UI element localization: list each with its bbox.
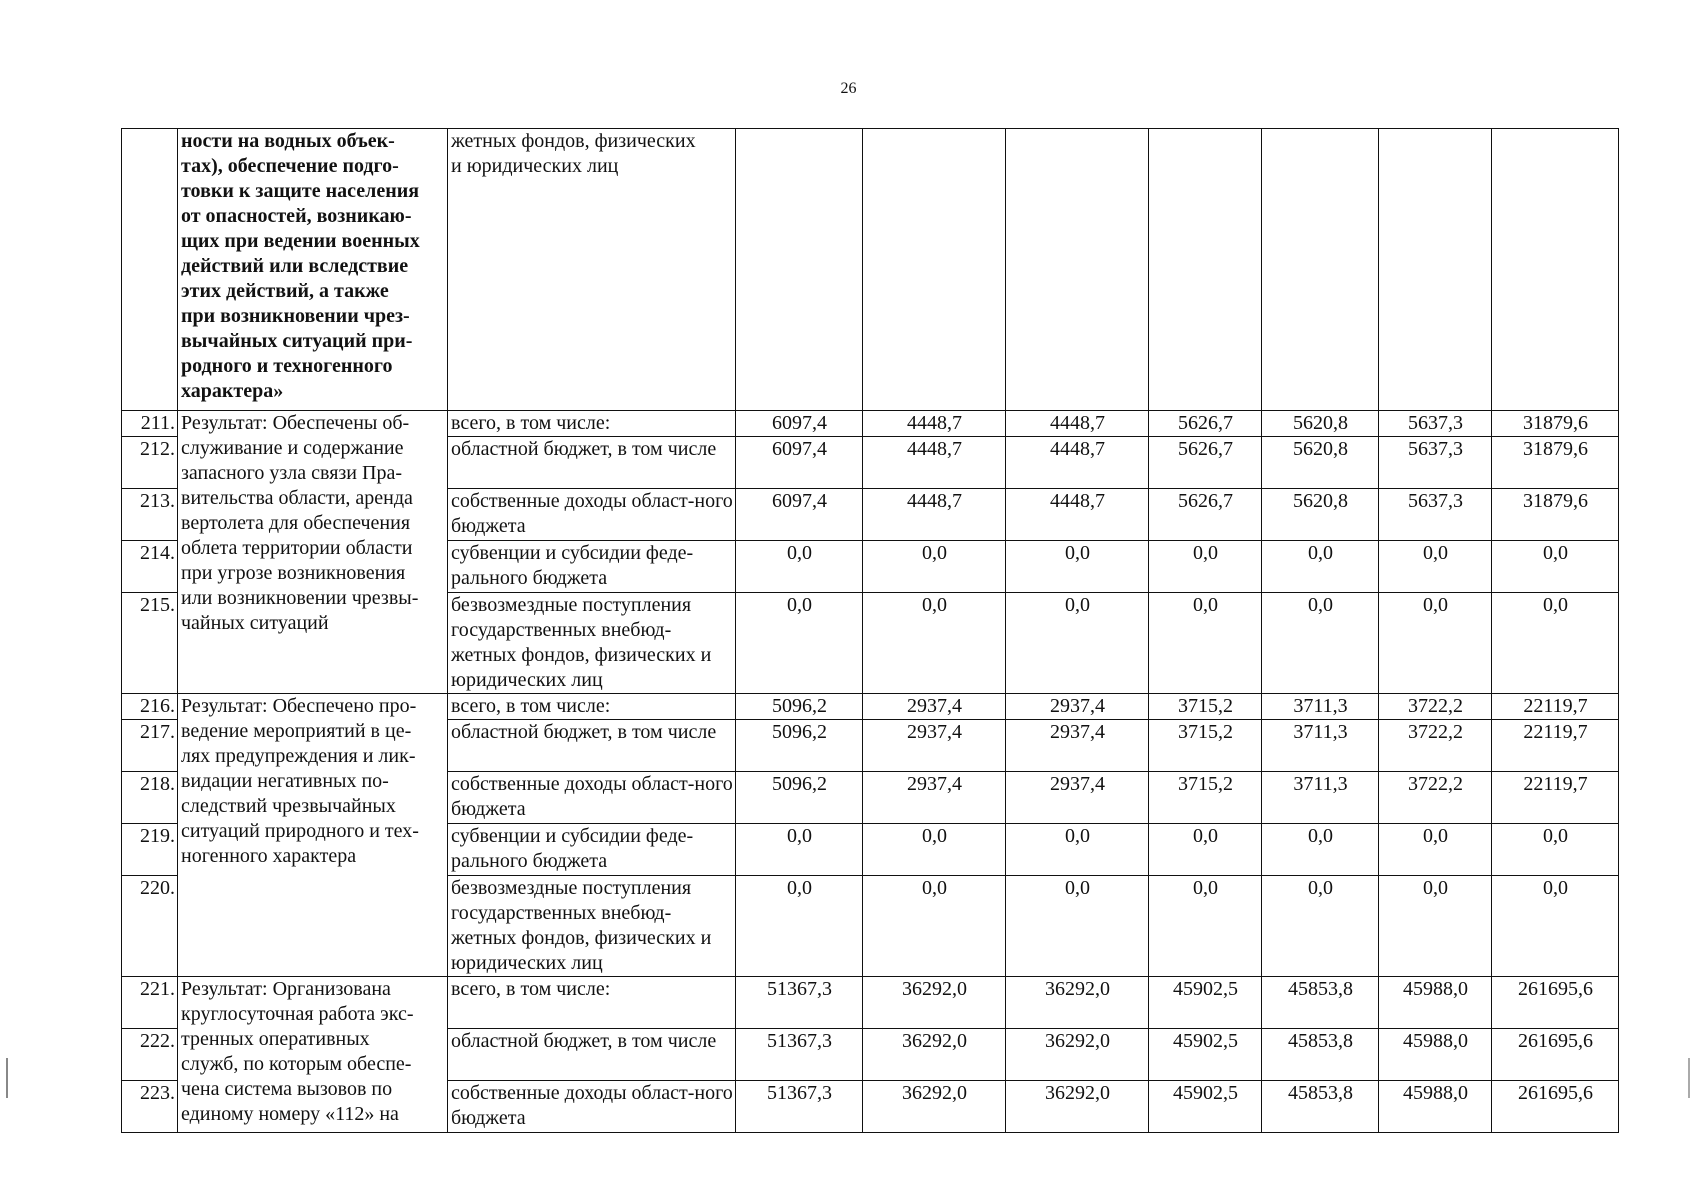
funding-source: собственные доходы област-ного бюджета [448,772,736,824]
description-line: тах), обеспечение подго- [181,155,399,177]
description-line: Результат: Обеспечены об- [181,412,410,434]
amount-value: 0,0 [863,876,1006,977]
table-body [122,129,1619,1133]
amount-value: 0,0 [1262,876,1379,977]
description-line: при возникновении чрез- [181,305,410,327]
row-number: 211. [122,411,178,437]
continuation-row [122,129,1619,411]
funding-source: всего, в том числе: [448,977,736,1029]
description-line: щих при ведении военных [181,230,420,252]
amount-value: 5626,7 [1149,489,1262,541]
amount-value: 3711,3 [1262,694,1379,720]
value-cell [1379,129,1492,411]
amount-value: 4448,7 [863,437,1006,489]
row-number-cell [122,129,178,411]
description-line: вительства области, аренда [181,487,413,509]
table-row [122,694,1619,720]
description-line: лях предупреждения и лик- [181,745,416,767]
amount-value: 261695,6 [1492,1029,1619,1081]
description-line: круглосуточная работа экс- [181,1003,414,1025]
amount-value: 0,0 [1379,541,1492,593]
amount-value: 6097,4 [736,489,863,541]
amount-value: 5096,2 [736,694,863,720]
result-description [178,411,448,694]
page-number: 26 [840,80,857,97]
funding-source: субвенции и субсидии феде-рального бюджета [448,541,736,593]
amount-value: 2937,4 [1006,694,1149,720]
amount-value: 0,0 [1149,593,1262,694]
funding-source: безвозмездные поступления государственных внебюд-жетных фондов, физических и юридических лиц [448,593,736,694]
row-number: 212. [122,437,178,489]
amount-value: 3722,2 [1379,694,1492,720]
description-line: видации негативных по- [181,770,389,792]
funding-source: собственные доходы област-ного бюджета [448,489,736,541]
description-line: тренных оперативных [181,1028,370,1050]
amount-value: 51367,3 [736,1081,863,1133]
amount-value: 0,0 [736,824,863,876]
description-line: Результат: Обеспечено про- [181,695,417,717]
amount-value: 2937,4 [1006,772,1149,824]
continuation-source [448,129,736,411]
amount-value: 5096,2 [736,772,863,824]
amount-value: 4448,7 [1006,411,1149,437]
value-cell [863,129,1006,411]
amount-value: 36292,0 [1006,1081,1149,1133]
amount-value: 45853,8 [1262,1029,1379,1081]
amount-value: 5620,8 [1262,411,1379,437]
amount-value: 0,0 [736,541,863,593]
amount-value: 4448,7 [1006,437,1149,489]
funding-source: областной бюджет, в том числе [448,720,736,772]
amount-value: 261695,6 [1492,1081,1619,1133]
value-cell [736,129,863,411]
row-number: 217. [122,720,178,772]
description-line: действий или вследствие [181,255,409,277]
amount-value: 5626,7 [1149,411,1262,437]
amount-value: 4448,7 [1006,489,1149,541]
amount-value: 4448,7 [863,411,1006,437]
row-number: 223. [122,1081,178,1133]
amount-value: 0,0 [863,541,1006,593]
amount-value: 5637,3 [1379,411,1492,437]
amount-value: 5096,2 [736,720,863,772]
funding-source: всего, в том числе: [448,694,736,720]
funding-source: субвенции и субсидии феде-рального бюджета [448,824,736,876]
amount-value: 45988,0 [1379,1029,1492,1081]
amount-value: 51367,3 [736,1029,863,1081]
amount-value: 0,0 [1149,876,1262,977]
amount-value: 3711,3 [1262,772,1379,824]
amount-value: 45853,8 [1262,977,1379,1029]
amount-value: 0,0 [1006,541,1149,593]
value-cell [1262,129,1379,411]
amount-value: 4448,7 [863,489,1006,541]
amount-value: 45853,8 [1262,1081,1379,1133]
amount-value: 0,0 [1149,541,1262,593]
amount-value: 3715,2 [1149,720,1262,772]
description-line: вертолета для обеспечения [181,512,411,534]
amount-value: 31879,6 [1492,411,1619,437]
description-line: облета территории области [181,537,413,559]
table-row [122,411,1619,437]
description-line: товки к защите населения [181,180,420,202]
amount-value: 5637,3 [1379,437,1492,489]
description-line: Результат: Организована [181,978,391,1000]
amount-value: 0,0 [1006,824,1149,876]
result-description [178,977,448,1133]
amount-value: 51367,3 [736,977,863,1029]
result-description [178,694,448,977]
funding-source: областной бюджет, в том числе [448,1029,736,1081]
amount-value: 0,0 [863,824,1006,876]
description-line: родного и техногенного [181,355,393,377]
description-line: вычайных ситуаций при- [181,330,413,352]
description-line: чена система вызовов по [181,1078,393,1100]
amount-value: 0,0 [1262,824,1379,876]
amount-value: 0,0 [736,876,863,977]
description-line: ногенного характера [181,845,357,867]
amount-value: 3722,2 [1379,720,1492,772]
description-line: чайных ситуаций [181,612,329,634]
amount-value: 3722,2 [1379,772,1492,824]
amount-value: 0,0 [1379,824,1492,876]
description-line: при угрозе возникновения [181,562,406,584]
amount-value: 31879,6 [1492,489,1619,541]
source-line: и юридических лиц [451,155,619,177]
value-cell [1149,129,1262,411]
description-line: этих действий, а также [181,280,389,302]
description-line: ности на водных объек- [181,130,395,152]
amount-value: 0,0 [1379,876,1492,977]
funding-source: собственные доходы област-ного бюджета [448,1081,736,1133]
source-line: жетных фондов, физических [451,130,696,152]
funding-source: областной бюджет, в том числе [448,437,736,489]
amount-value: 0,0 [1492,876,1619,977]
row-number: 221. [122,977,178,1029]
funding-source: безвозмездные поступления государственных внебюд-жетных фондов, физических и юридических лиц [448,876,736,977]
amount-value: 0,0 [1006,876,1149,977]
amount-value: 36292,0 [1006,977,1149,1029]
amount-value: 22119,7 [1492,720,1619,772]
amount-value: 36292,0 [863,1081,1006,1133]
amount-value: 0,0 [1379,593,1492,694]
amount-value: 0,0 [736,593,863,694]
amount-value: 0,0 [1492,593,1619,694]
row-number: 218. [122,772,178,824]
row-number: 214. [122,541,178,593]
amount-value: 0,0 [1492,824,1619,876]
amount-value: 22119,7 [1492,772,1619,824]
description-line: ведение мероприятий в це- [181,720,412,742]
amount-value: 2937,4 [863,720,1006,772]
budget-table [121,128,1619,1133]
description-line: ситуаций природного и тех- [181,820,419,842]
value-cell [1492,129,1619,411]
row-number: 213. [122,489,178,541]
funding-source: всего, в том числе: [448,411,736,437]
description-line: запасного узла связи Пра- [181,462,402,484]
row-number: 222. [122,1029,178,1081]
amount-value: 2937,4 [863,694,1006,720]
amount-value: 31879,6 [1492,437,1619,489]
amount-value: 45902,5 [1149,1029,1262,1081]
amount-value: 22119,7 [1492,694,1619,720]
row-number: 220. [122,876,178,977]
continuation-description [178,129,448,411]
amount-value: 36292,0 [1006,1029,1149,1081]
amount-value: 45902,5 [1149,977,1262,1029]
description-line: характера» [181,380,284,402]
amount-value: 0,0 [1149,824,1262,876]
amount-value: 36292,0 [863,977,1006,1029]
description-line: от опасностей, возникаю- [181,205,412,227]
amount-value: 2937,4 [863,772,1006,824]
row-number: 215. [122,593,178,694]
amount-value: 5620,8 [1262,489,1379,541]
amount-value: 0,0 [863,593,1006,694]
scan-margin-mark [1688,1058,1690,1098]
amount-value: 5620,8 [1262,437,1379,489]
amount-value: 3715,2 [1149,694,1262,720]
row-number: 219. [122,824,178,876]
amount-value: 45988,0 [1379,1081,1492,1133]
amount-value: 3711,3 [1262,720,1379,772]
amount-value: 5626,7 [1149,437,1262,489]
amount-value: 36292,0 [863,1029,1006,1081]
amount-value: 0,0 [1492,541,1619,593]
description-line: служб, по которым обеспе- [181,1053,412,1075]
amount-value: 45988,0 [1379,977,1492,1029]
amount-value: 45902,5 [1149,1081,1262,1133]
description-line: единому номеру «112» на [181,1103,399,1125]
scan-margin-mark [6,1058,8,1098]
description-line: служивание и содержание [181,437,404,459]
amount-value: 3715,2 [1149,772,1262,824]
amount-value: 0,0 [1262,541,1379,593]
description-line: или возникновении чрезвы- [181,587,419,609]
amount-value: 261695,6 [1492,977,1619,1029]
amount-value: 6097,4 [736,437,863,489]
description-line: следствий чрезвычайных [181,795,396,817]
amount-value: 6097,4 [736,411,863,437]
amount-value: 0,0 [1262,593,1379,694]
row-number: 216. [122,694,178,720]
table-row [122,977,1619,1029]
amount-value: 5637,3 [1379,489,1492,541]
value-cell [1006,129,1149,411]
amount-value: 0,0 [1006,593,1149,694]
amount-value: 2937,4 [1006,720,1149,772]
